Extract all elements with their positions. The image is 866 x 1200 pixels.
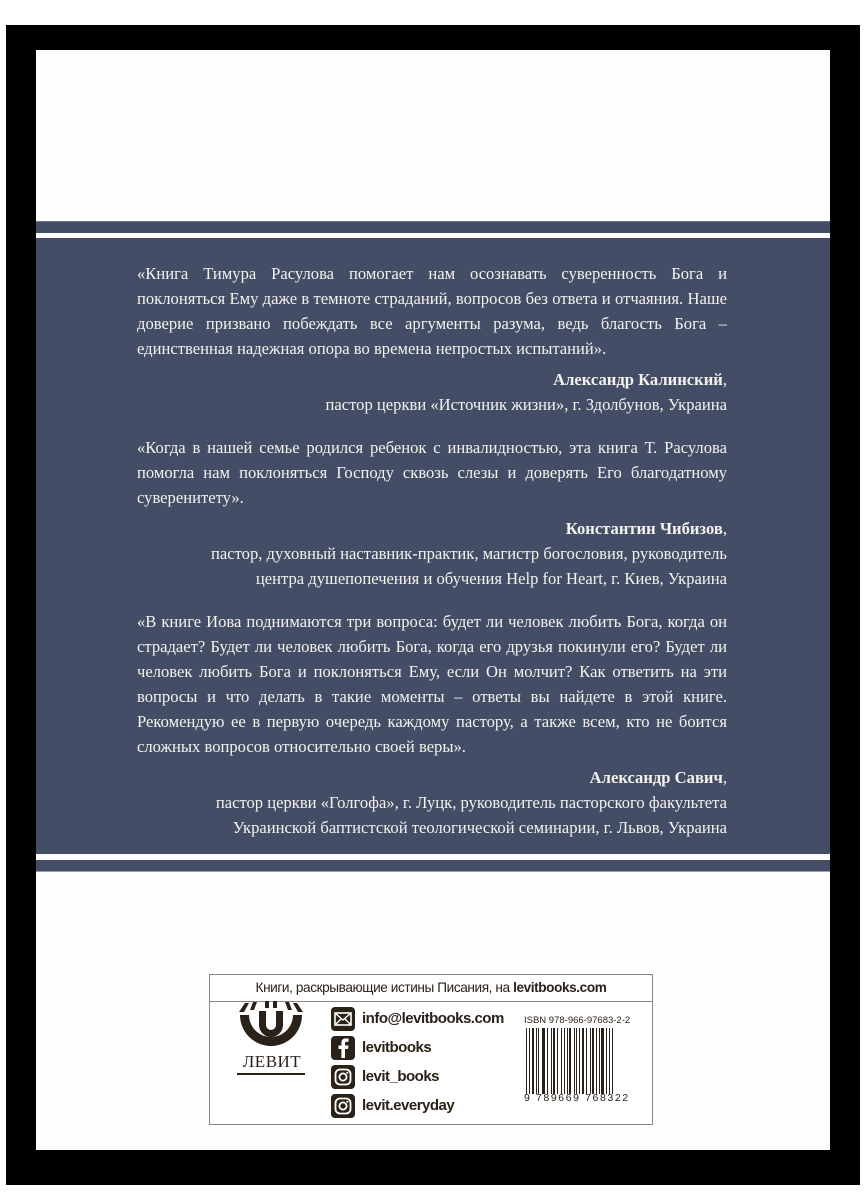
facebook-icon (331, 1036, 355, 1060)
contact-instagram[interactable] (331, 1062, 504, 1091)
barcode-digits: 9 789669 768322 (524, 1092, 630, 1104)
blurb-1 (137, 261, 727, 417)
contact-label: levitbooks (362, 1039, 432, 1056)
instagram-icon (331, 1065, 355, 1089)
blurb-author: Константин Чибизов, (565, 519, 727, 538)
contact-facebook[interactable] (331, 1033, 504, 1062)
logo-text: ЛЕВИТ (242, 1052, 302, 1071)
blurb-quote: «Книга Тимура Расулова помогает нам осознавать суверенность Бога и поклоняться Ему даже в темноте страданий, вопросов без ответа и отчаяния. Наше доверие призвано побеждать все аргументы разума, ведь благость Бога – единственная надежная опора во времена непростых испытаний». (137, 264, 727, 358)
barcode-icon (524, 1028, 634, 1094)
infobox-header: Книги, раскрывающие истины Писания, на levitbooks.com (210, 975, 652, 1002)
blurb-author: Александр Калинский, (553, 370, 727, 389)
contact-instagram-everyday[interactable] (331, 1091, 504, 1120)
blurb-content (137, 261, 727, 858)
blurb-role: пастор церкви «Источник жизни», г. Здолбунов, Украина (325, 395, 727, 414)
blurb-role: пастор церкви «Голгофа», г. Луцк, руководитель пасторского факультета (215, 793, 727, 812)
isbn-barcode (524, 1015, 634, 1104)
bottom-stripe (36, 860, 830, 872)
blurb-author: Александр Савич, (589, 768, 727, 787)
isbn-text: ISBN 978-966-97683-2-2 (524, 1015, 631, 1026)
blurb-quote: «Когда в нашей семье родился ребенок с инвалидностью, эта книга Т. Расулова помогла нам поклоняться Господу сквозь слезы и доверять Его благодатному суверенитету». (137, 438, 727, 507)
blurb-role: центра душепопечения и обучения Help for Heart, г. Киев, Украина (255, 569, 727, 588)
back-cover (36, 50, 830, 1150)
contact-email[interactable] (331, 1004, 504, 1033)
contact-list (331, 1004, 504, 1120)
blurb-3 (137, 609, 727, 840)
levit-logo-icon (236, 1001, 306, 1058)
blurb-role: пастор, духовный наставник-практик, магистр богословия, руководитель (211, 544, 727, 563)
contact-label: levit_books (362, 1068, 440, 1085)
logo-underline (237, 1073, 305, 1075)
top-stripe (36, 221, 830, 233)
contact-label: levit.everyday (362, 1097, 455, 1114)
blurb-panel (36, 238, 830, 854)
instagram-icon (331, 1094, 355, 1118)
publisher-infobox (209, 974, 653, 1125)
website-link[interactable]: levitbooks.com (513, 980, 607, 995)
envelope-icon (331, 1007, 355, 1031)
blurb-2 (137, 435, 727, 591)
blurb-role: Украинской баптистской теологической семинарии, г. Львов, Украина (232, 818, 727, 837)
blurb-quote: «В книге Иова поднимаются три вопроса: будет ли человек любить Бога, когда он страдает? Будет ли человек любить Бога, когда его друзья покинули его? Будет ли человек любить Бога и поклоняться Ему, если Он молчит? Как ответить на эти вопросы и что делать в такие моменты – ответы вы найдете в этой книге. Рекомендую ее в первую очередь каждому пастору, а также всем, кто не боится сложных вопросов относительно своей веры». (137, 612, 727, 756)
contact-label: info@levitbooks.com (362, 1010, 504, 1027)
